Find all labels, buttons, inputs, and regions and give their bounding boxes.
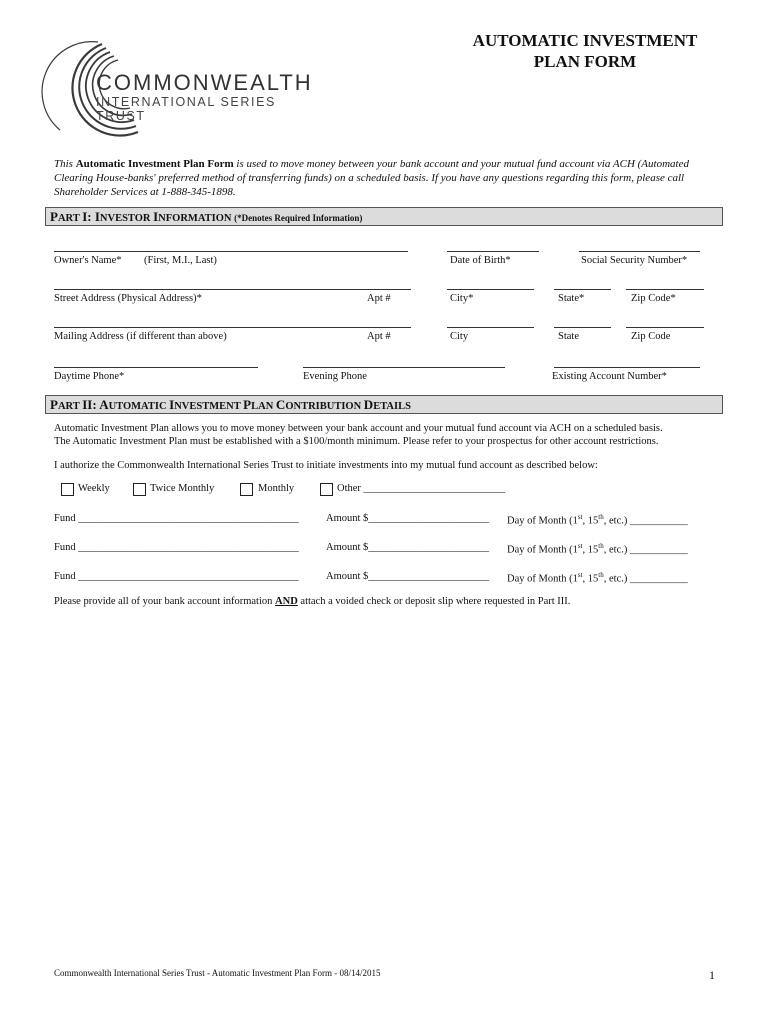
logo-name: COMMONWEALTH: [96, 70, 313, 95]
twice-monthly-checkbox[interactable]: [133, 483, 146, 496]
logo-subtitle: INTERNATIONAL SERIES TRUST: [96, 95, 276, 123]
state-req-label: State*: [558, 293, 585, 304]
zip-req-line[interactable]: [626, 289, 704, 290]
ssn-line[interactable]: [579, 251, 700, 252]
part2-desc2: The Automatic Investment Plan must be established with a $100/month minimum. Please refer to your prospectus for other account restrictions.: [54, 436, 659, 447]
city-line[interactable]: [447, 327, 534, 328]
street-line[interactable]: [54, 289, 411, 290]
form-title: [450, 30, 720, 72]
intro-pre: This: [54, 158, 76, 170]
mailing-label: Mailing Address (if different than above): [54, 331, 227, 342]
owner-name-label: Owner's Name*: [54, 255, 122, 266]
state-line[interactable]: [554, 327, 611, 328]
twice-monthly-label: Twice Monthly: [150, 483, 215, 494]
dob-line[interactable]: [447, 251, 539, 252]
part1-title: PART I: INVESTOR INFORMATION (*Denotes Required Information): [50, 209, 363, 224]
other-label: Other ___________________________: [337, 483, 506, 494]
form-title-line2: PLAN FORM: [533, 52, 637, 71]
intro-text: [54, 157, 720, 199]
fund-row-2[interactable]: Fund __________________________________________: [54, 542, 299, 553]
state-label: State: [558, 331, 579, 342]
other-checkbox[interactable]: [320, 483, 333, 496]
intro-post: is used to move money between your bank account and your mutual fund account via ACH (Automated Clearing House-banks' preferred method of transferring funds) on a scheduled basis. If you have any questions regarding this form, please call Shareholder Services at 1-888-345-1898.: [54, 158, 689, 198]
day-phone-label: Daytime Phone*: [54, 371, 125, 382]
street-label: Street Address (Physical Address)*: [54, 293, 202, 304]
monthly-label: Monthly: [258, 483, 295, 494]
part2-title: PART II: AUTOMATIC INVESTMENT PLAN CONTRIBUTION DETAILS: [50, 397, 411, 412]
amount-row-3[interactable]: Amount $_______________________: [326, 571, 490, 582]
eve-phone-line[interactable]: [303, 367, 505, 368]
acct-num-line[interactable]: [554, 367, 700, 368]
intro-bold: Automatic Investment Plan Form: [75, 158, 234, 170]
city-req-line[interactable]: [447, 289, 534, 290]
form-title-line1: AUTOMATIC INVESTMENT: [472, 31, 698, 50]
page-number: 1: [709, 968, 715, 982]
state-req-line[interactable]: [554, 289, 611, 290]
zip-line[interactable]: [626, 327, 704, 328]
owner-name-hint: (First, M.I., Last): [144, 255, 217, 266]
weekly-label: Weekly: [78, 483, 110, 494]
amount-row-2[interactable]: Amount $_______________________: [326, 542, 490, 553]
bank-note: Please provide all of your bank account information AND attach a voided check or deposit slip where requested in Part III.: [54, 596, 571, 607]
monthly-checkbox[interactable]: [240, 483, 253, 496]
day-phone-line[interactable]: [54, 367, 258, 368]
mailing-line[interactable]: [54, 327, 411, 328]
logo: [40, 40, 330, 140]
fund-row-3[interactable]: Fund __________________________________________: [54, 571, 299, 582]
authorize-text: I authorize the Commonwealth International Series Trust to initiate investments into my mutual fund account as described below:: [54, 460, 598, 471]
city-label: City: [450, 331, 469, 342]
amount-row-1[interactable]: Amount $_______________________: [326, 513, 490, 524]
part2-desc1: Automatic Investment Plan allows you to move money between your bank account and your mutual fund account via ACH on a scheduled basis.: [54, 423, 663, 434]
fund-row-1[interactable]: Fund __________________________________________: [54, 513, 299, 524]
owner-name-line[interactable]: [54, 251, 408, 252]
footer-text: Commonwealth International Series Trust - Automatic Investment Plan Form - 08/14/2015: [54, 968, 381, 978]
apt-req-label: Apt #: [367, 293, 391, 304]
dom-row-3[interactable]: Day of Month (1st, 15th, etc.) ___________: [507, 571, 688, 585]
city-req-label: City*: [450, 293, 474, 304]
weekly-checkbox[interactable]: [61, 483, 74, 496]
ssn-label: Social Security Number*: [581, 255, 688, 266]
dom-row-2[interactable]: Day of Month (1st, 15th, etc.) ___________: [507, 542, 688, 556]
apt-label: Apt #: [367, 331, 391, 342]
part2-header: [45, 395, 723, 414]
zip-label: Zip Code: [631, 331, 671, 342]
acct-num-label: Existing Account Number*: [552, 371, 667, 382]
part1-header: [45, 207, 723, 226]
eve-phone-label: Evening Phone: [303, 371, 367, 382]
dob-label: Date of Birth*: [450, 255, 511, 266]
zip-req-label: Zip Code*: [631, 293, 676, 304]
dom-row-1[interactable]: Day of Month (1st, 15th, etc.) ___________: [507, 513, 688, 527]
